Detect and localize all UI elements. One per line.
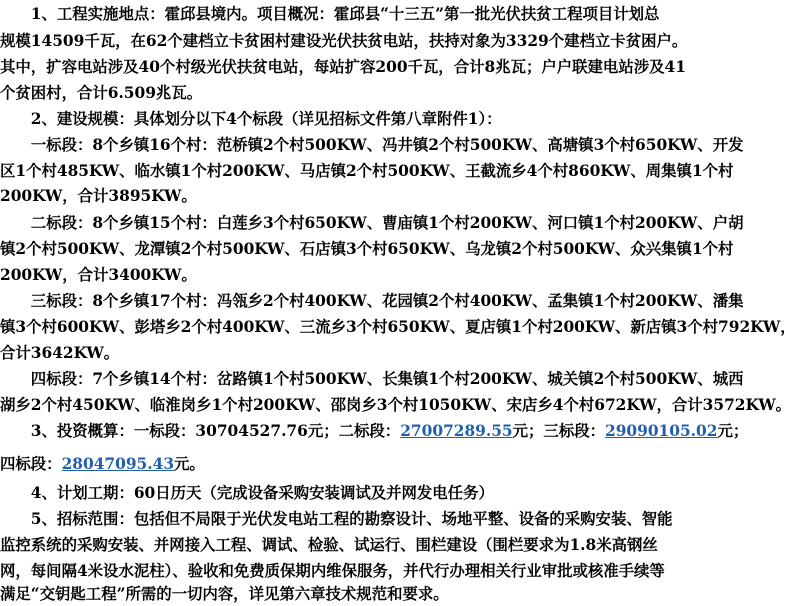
text-line: 二标段：8个乡镇15个村：白莲乡3个村650KW、曹庙镇1个村200KW、河口镇1个村200KW、户胡 (0, 214, 744, 232)
text-line: 1、工程实施地点：霍邱县境内。项目概况：霍邱县“十三五”第一批光伏扶贫工程项目计划总 (0, 5, 660, 23)
lot3-suffix: 元； (717, 422, 749, 440)
lot2-suffix: 元；三标段： (512, 422, 605, 440)
text-line: 镇3个村600KW、彭塔乡2个村400KW、三流乡3个村650KW、夏店镇1个村200KW、新店镇3个村792KW， (0, 318, 796, 336)
text-line: 个贫困村，合计6.509兆瓦。 (0, 84, 203, 102)
lot2-amount-link[interactable]: 27007289.55 (400, 422, 513, 440)
text-line: 200KW，合计3400KW。 (0, 266, 197, 284)
text-line: 网，每间隔4米设水泥柱）、验收和免费质保期内维保服务，并代行办理相关行业审批或核准手续等 (0, 562, 665, 580)
investment-line-2 (0, 452, 205, 476)
text-line: 监控系统的采购安装、并网接入工程、调试、检验、试运行、围栏建设（围栏要求为1.8米高钢丝 (0, 536, 658, 554)
text-line: 200KW，合计3895KW。 (0, 187, 197, 205)
text-line: 其中，扩容电站涉及40个村级光伏扶贫电站，每站扩容200千瓦，合计8兆瓦；户户联建电站涉及41 (0, 58, 686, 76)
lot4-suffix: 元。 (174, 455, 205, 473)
lot3-amount-link[interactable]: 29090105.02 (605, 422, 718, 440)
text-line: 一标段：8个乡镇16个村：范桥镇2个村500KW、冯井镇2个村500KW、高塘镇3个村650KW、开发 (0, 136, 744, 154)
text-line: 满足“交钥匙工程”所需的一切内容，详见第六章技术规范和要求。 (0, 585, 449, 603)
text-line: 5、招标范围：包括但不局限于光伏发电站工程的勘察设计、场地平整、设备的采购安装、智能 (0, 510, 673, 528)
text-line: 4、计划工期：60日历天（完成设备采购安装调试及并网发电任务） (0, 484, 494, 502)
text-line: 镇2个村500KW、龙潭镇2个村500KW、石店镇3个村650KW、乌龙镇2个村500KW、众兴集镇1个村 (0, 240, 734, 258)
text-line: 湖乡2个村450KW、临淮岗乡1个村200KW、邵岗乡3个村1050KW、宋店乡4个村672KW，合计3572KW。 (0, 396, 791, 414)
lot4-prefix: 四标段： (0, 455, 62, 473)
text-line: 区1个村485KW、临水镇1个村200KW、马店镇2个村500KW、王截流乡4个村860KW、周集镇1个村 (0, 162, 734, 180)
text-line: 规模14509千瓦，在62个建档立卡贫困村建设光伏扶贫电站，扶持对象为3329个建档立卡贫困户。 (0, 32, 688, 50)
lot4-amount-link[interactable]: 28047095.43 (61, 455, 175, 473)
investment-prefix: 3、投资概算：一标段：30704527.76元；二标段： (0, 422, 401, 440)
text-line: 2、建设规模：具体划分以下4个标段（详见招标文件第八章附件1）： (0, 110, 502, 128)
text-line: 四标段：7个乡镇14个村：岔路镇1个村500KW、长集镇1个村200KW、城关镇2个村500KW、城西 (0, 370, 744, 388)
text-line: 合计3642KW。 (0, 344, 120, 362)
text-line: 三标段：8个乡镇17个村：冯瓴乡2个村400KW、花园镇2个村400KW、孟集镇1个村200KW、潘集 (0, 292, 744, 310)
investment-line (0, 419, 748, 443)
